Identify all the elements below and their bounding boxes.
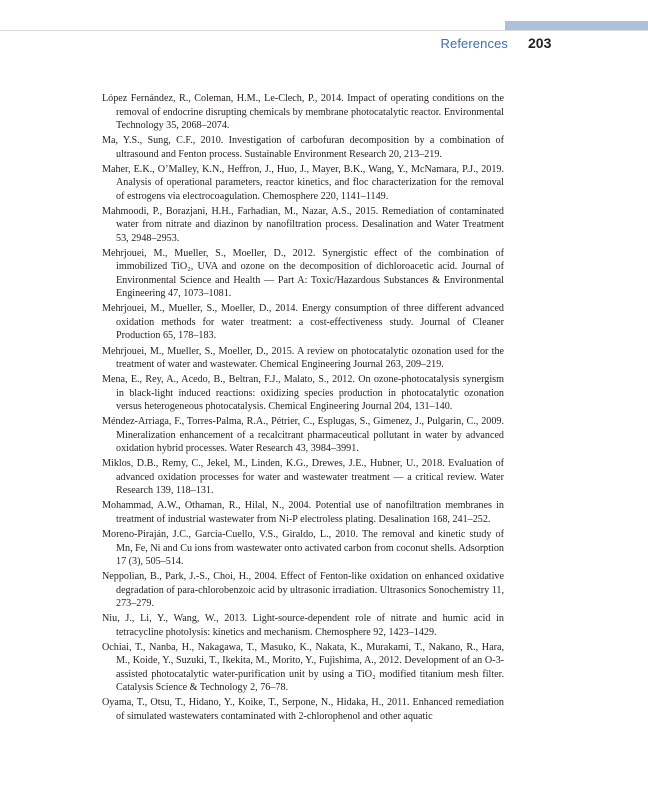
header-color-bar xyxy=(505,21,648,30)
reference-entry: Ma, Y.S., Sung, C.F., 2010. Investigation of carbofuran decomposition by a combination of ultrasound and Fenton process. Sustainable Environment Research 20, 213–219. xyxy=(102,135,504,160)
reference-entry: Mahmoodi, P., Borazjani, H.H., Farhadian, M., Nazar, A.S., 2015. Remediation of contaminated water from nitrate and diazinon by nanofiltration process. Desalination and Water Treatment 53, 2948–2953. xyxy=(102,205,504,244)
reference-list xyxy=(102,92,504,725)
reference-entry: Niu, J., Li, Y., Wang, W., 2013. Light-source-dependent role of nitrate and humic acid in tetracycline photolysis: kinetics and mechanism. Chemosphere 92, 1423–1429. xyxy=(102,613,504,638)
header-rule xyxy=(0,30,648,31)
reference-entry: Maher, E.K., O’Malley, K.N., Heffron, J., Huo, J., Mayer, B.K., Wang, Y., McNamara, P.J., 2019. Analysis of operational parameters, reactor kinetics, and floc characterization for the removal of estrogens via electrocoagulation. Chemosphere 220, 1141–1149. xyxy=(102,163,504,202)
reference-entry: Neppolian, B., Park, J.-S., Choi, H., 2004. Effect of Fenton-like oxidation on enhanced oxidative degradation of para-chlorobenzoic acid by ultrasonic irradiation. Ultrasonics Sonochemistry 11, 273–279. xyxy=(102,571,504,610)
reference-entry: Méndez-Arriaga, F., Torres-Palma, R.A., Pétrier, C., Esplugas, S., Gimenez, J., Pulgarin, C., 2009. Mineralization enhancement of a recalcitrant pharmaceutical pollutant in water by advanced oxidation hybrid processes. Water Research 43, 3984–3991. xyxy=(102,416,504,455)
reference-entry: Mehrjouei, M., Mueller, S., Moeller, D., 2014. Energy consumption of three different advanced oxidation methods for water treatment: a cost-effectiveness study. Journal of Cleaner Production 65, 178–183. xyxy=(102,303,504,342)
reference-entry: Miklos, D.B., Remy, C., Jekel, M., Linden, K.G., Drewes, J.E., Hubner, U., 2018. Evaluation of advanced oxidation processes for water and wastewater treatment — a critical review. Water Research 139, 118–131. xyxy=(102,458,504,497)
reference-entry: Mehrjouei, M., Mueller, S., Moeller, D., 2015. A review on photocatalytic ozonation used for the treatment of water and wastewater. Chemical Engineering Journal 263, 209–219. xyxy=(102,345,504,371)
reference-entry: Ochiai, T., Nanba, H., Nakagawa, T., Masuko, K., Nakata, K., Murakami, T., Nakano, R., Hara, M., Koide, Y., Suzuki, T., Ikekita, M., Morito, Y., Fujishima, A., 2012. Development of an O-3-assisted photocatalytic water-purification unit by using a TiO₂ modified titanium mesh filter. Catalysis Science & Technology 2, 76–78. xyxy=(102,641,504,694)
running-header-title: References xyxy=(440,36,508,51)
page-number: 203 xyxy=(528,35,552,51)
reference-entry: Mohammad, A.W., Othaman, R., Hilal, N., 2004. Potential use of nanofiltration membranes in treatment of industrial wastewater from Ni-P electroless plating. Desalination 168, 241–252. xyxy=(102,500,504,525)
reference-entry: Moreno-Piraján, J.C., Garcia-Cuello, V.S., Giraldo, L., 2010. The removal and kinetic study of Mn, Fe, Ni and Cu ions from wastewater onto activated carbon from coconut shells. Adsorption 17 (3), 505–514. xyxy=(102,529,504,568)
reference-entry: López Fernández, R., Coleman, H.M., Le-Clech, P., 2014. Impact of operating conditions on the removal of endocrine disrupting chemicals by membrane photocatalytic reactor. Environmental Technology 35, 2068–2074. xyxy=(102,93,504,131)
reference-entry: Mehrjouei, M., Mueller, S., Moeller, D., 2012. Synergistic effect of the combination of immobilized TiO₂, UVA and ozone on the decomposition of dichloroacetic acid. Journal of Environmental Science and Health — Part A: Toxic/Hazardous Substances & Environmental Engineering 47, 1073–1081. xyxy=(102,247,504,300)
reference-entry: Oyama, T., Otsu, T., Hidano, Y., Koike, T., Serpone, N., Hidaka, H., 2011. Enhanced remediation of simulated wastewaters contaminated with 2-chlorophenol and other aquatic xyxy=(102,697,504,722)
reference-entry: Mena, E., Rey, A., Acedo, B., Beltran, F.J., Malato, S., 2012. On ozone-photocatalysis synergism in black-light induced reactions: oxidizing species production in photocatalytic ozonation versus heterogeneous photocatalysis. Chemical Engineering Journal 204, 131–140. xyxy=(102,374,504,413)
